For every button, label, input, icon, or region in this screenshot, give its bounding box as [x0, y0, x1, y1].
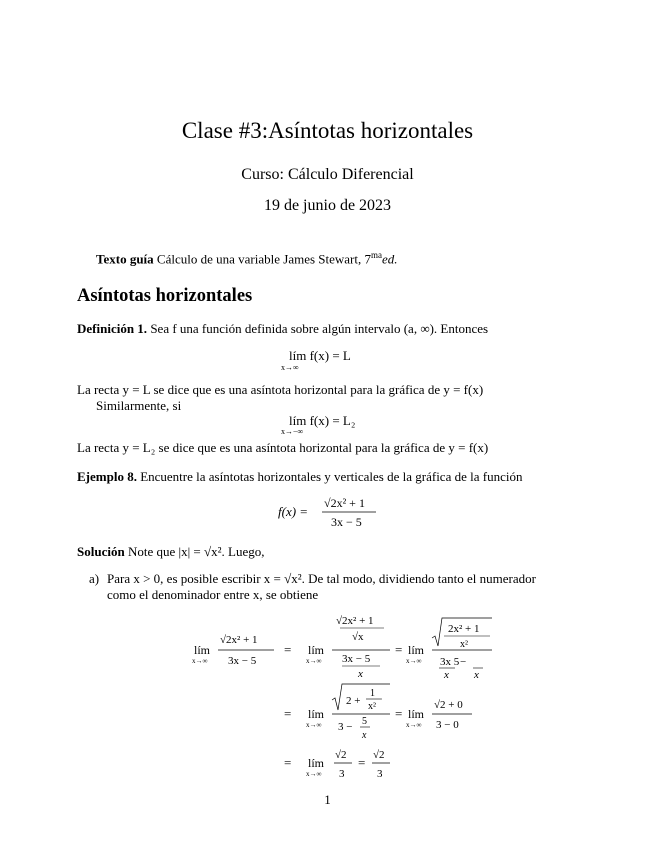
lim-4: lím [308, 707, 325, 721]
step5-den: 3 − 0 [436, 719, 459, 731]
example-formula-lhs: f(x) = [278, 504, 309, 519]
solution-label: Solución [77, 544, 125, 559]
definition-line [77, 321, 488, 337]
step1-num: √2x² + 1 [220, 634, 258, 646]
definition-line-2: La recta y = L se dice que es una asíntota horizontal para la gráfica de y = f(x) [77, 382, 484, 397]
lim-5-sub: x→∞ [406, 721, 422, 729]
step3-inner-num: 2x² + 1 [448, 623, 480, 635]
svg-text:x²: x² [368, 701, 376, 712]
formula-1-subscript: x→∞ [281, 363, 299, 372]
definition-text: Sea f una función definida sobre algún intervalo (a, ∞). Entonces [150, 321, 489, 336]
lim-1-sub: x→∞ [192, 657, 208, 665]
result-num: √2 [373, 749, 385, 761]
example-denominator: 3x − 5 [331, 515, 362, 529]
step6-num: √2 [335, 749, 347, 761]
step6-den: 3 [339, 768, 345, 780]
svg-text:x: x [444, 669, 449, 681]
step3-den: 3x 5 [440, 656, 460, 668]
formula-2-subscript: x→−∞ [281, 427, 304, 436]
eq-5: = [284, 755, 292, 770]
example-numerator: √2x² + 1 [324, 496, 365, 510]
formula-1-text: lím f(x) = L [289, 348, 351, 363]
svg-text:x: x [474, 669, 479, 681]
page-title: Clase #3:Asíntotas horizontales [181, 118, 474, 143]
example-label: Ejemplo 8. [77, 469, 137, 484]
item-line-2: como el denominador entre x, se obtiene [107, 587, 319, 602]
lim-4-sub: x→∞ [306, 721, 322, 729]
eq-6: = [358, 755, 366, 770]
lim-5: lím [408, 707, 425, 721]
step4-num: 2 + [346, 695, 361, 707]
svg-text:5: 5 [362, 716, 367, 727]
lim-6: lím [308, 756, 325, 770]
definition-label: Definición 1. [77, 321, 148, 336]
section-heading: Asíntotas horizontales [77, 286, 253, 306]
svg-text:1: 1 [370, 688, 375, 699]
example-formula [270, 493, 390, 533]
eq-1: = [284, 642, 292, 657]
formula-2-text: lím f(x) = L₂ [289, 413, 356, 428]
step4-den: 3 − [338, 721, 353, 733]
result-den: 3 [377, 768, 383, 780]
definition-line-4: La recta y = L₂ se dice que es una asíntota horizontal para la gráfica de y = f(x) [77, 440, 489, 455]
limit-derivation [180, 610, 510, 790]
step1-den: 3x − 5 [228, 655, 257, 667]
step2-den-num: 3x − 5 [342, 653, 371, 665]
guide-text: Cálculo de una variable James Stewart, 7 [156, 251, 371, 267]
lim-1: lím [194, 643, 211, 657]
item-line-1: Para x > 0, es posible escribir x = √x². De tal modo, dividiendo tanto el numerador [107, 571, 536, 586]
guide-label: Texto guía [96, 251, 154, 267]
guide-edition-tail: ed. [382, 251, 398, 267]
svg-text:−: − [460, 656, 467, 668]
example-line [77, 469, 522, 485]
lim-6-sub: x→∞ [306, 770, 322, 778]
example-text: Encuentre la asíntotas horizontales y verticales de la gráfica de la función [140, 469, 523, 484]
guide-edition-sup: ma [371, 250, 382, 260]
guide-text-line [96, 247, 398, 267]
lim-3: lím [408, 643, 425, 657]
step3-inner-den: x² [460, 639, 468, 650]
page-number: 1 [324, 792, 331, 807]
eq-2: = [395, 642, 403, 657]
eq-3: = [284, 706, 292, 721]
item-marker: a) [89, 571, 100, 586]
solution-line [77, 544, 265, 560]
svg-text:x: x [362, 730, 367, 741]
document-date: 19 de junio de 2023 [263, 197, 392, 214]
step2-den-den: x [358, 668, 363, 680]
lim-2-sub: x→∞ [306, 657, 322, 665]
step5-num: √2 + 0 [434, 699, 463, 711]
course-name: Curso: Cálculo Diferencial [241, 166, 414, 183]
definition-line-3: Similarmente, si [96, 398, 182, 413]
solution-text: Note que |x| = √x². Luego, [127, 544, 265, 559]
lim-2: lím [308, 643, 325, 657]
step2-num-den: √x [352, 631, 364, 643]
step2-num-num: √2x² + 1 [336, 615, 374, 627]
definition-formula-1 [289, 348, 351, 364]
lim-3-sub: x→∞ [406, 657, 422, 665]
eq-4: = [395, 706, 403, 721]
